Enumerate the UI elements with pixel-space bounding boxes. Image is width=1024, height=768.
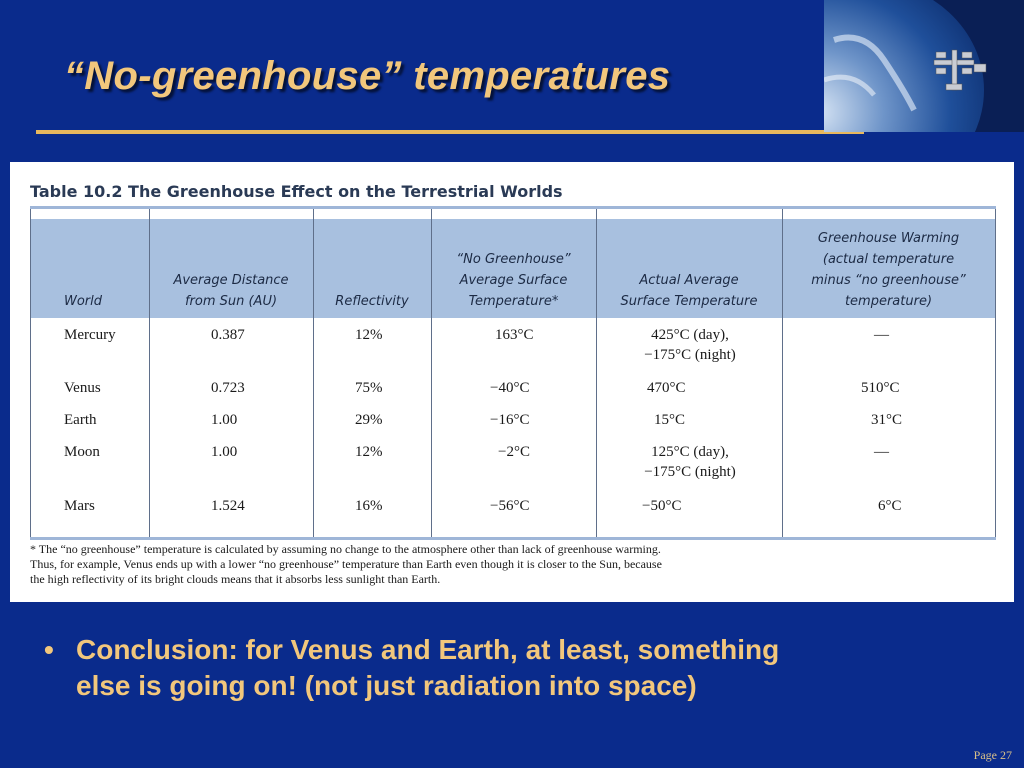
table-title: Table 10.2 The Greenhouse Effect on the Terrestrial Worlds <box>30 182 563 201</box>
header-actual: Actual Average Surface Temperature <box>620 273 758 309</box>
header-world: World <box>64 294 103 309</box>
cell-no-greenhouse: −40°C <box>490 380 530 396</box>
table-footnote: * The “no greenhouse” temperature is calculated by assuming no change to the atmosphere other than lack of greenhouse warming. Thus, for example, Venus ends up with a lower “no greenhouse” temperature than Earth even though it is closer to the Sun, because the high reflectivity of its bright clouds means that it absorbs less sunlight than Earth. <box>30 542 662 586</box>
cell-world: Venus <box>64 380 101 396</box>
cell-no-greenhouse: −16°C <box>490 412 530 428</box>
column-divider <box>995 209 996 537</box>
cell-world: Moon <box>64 444 100 460</box>
cell-actual: 425°C (day), −175°C (night) <box>644 327 736 363</box>
cell-world: Earth <box>64 412 97 428</box>
cell-distance: 0.387 <box>211 327 245 343</box>
cell-world: Mercury <box>64 327 116 343</box>
data-table <box>30 206 996 540</box>
cell-reflectivity: 12% <box>355 444 383 460</box>
cell-distance: 0.723 <box>211 380 245 396</box>
header-reflectivity: Reflectivity <box>335 294 409 309</box>
space-station-image <box>824 0 1024 132</box>
table-panel <box>10 162 1014 602</box>
cell-reflectivity: 75% <box>355 380 383 396</box>
cell-distance: 1.00 <box>211 412 238 428</box>
cell-reflectivity: 16% <box>355 498 383 514</box>
cell-distance: 1.00 <box>211 444 238 460</box>
cell-actual: 470°C <box>647 380 686 396</box>
bullet-icon: • <box>44 634 54 665</box>
conclusion-bullet: Conclusion: for Venus and Earth, at least, something else is going on! (not just radiation into space) <box>76 634 780 701</box>
cell-reflectivity: 12% <box>355 327 383 343</box>
cell-distance: 1.524 <box>211 498 245 514</box>
cell-world: Mars <box>64 498 95 514</box>
cell-actual: −50°C <box>642 498 682 514</box>
cell-no-greenhouse: −2°C <box>498 444 530 460</box>
header-distance: Average Distance from Sun (AU) <box>173 273 289 309</box>
cell-warming: 6°C <box>878 498 902 514</box>
slide-title: “No-greenhouse” temperatures <box>64 54 671 98</box>
cell-warming: — <box>874 444 889 460</box>
cell-warming: — <box>874 327 889 343</box>
page-number: Page 27 <box>973 748 1012 762</box>
cell-no-greenhouse: 163°C <box>495 327 534 343</box>
cell-warming: 510°C <box>861 380 900 396</box>
cell-reflectivity: 29% <box>355 412 383 428</box>
header-warming: Greenhouse Warming (actual temperature minus “no greenhouse” temperature) <box>811 231 966 309</box>
cell-actual: 15°C <box>654 412 686 428</box>
title-underline <box>36 130 864 134</box>
cell-actual: 125°C (day), −175°C (night) <box>644 444 736 480</box>
header-no-greenhouse: “No Greenhouse” Average Surface Temperature* <box>456 252 571 309</box>
cell-no-greenhouse: −56°C <box>490 498 530 514</box>
cell-warming: 31°C <box>871 412 903 428</box>
